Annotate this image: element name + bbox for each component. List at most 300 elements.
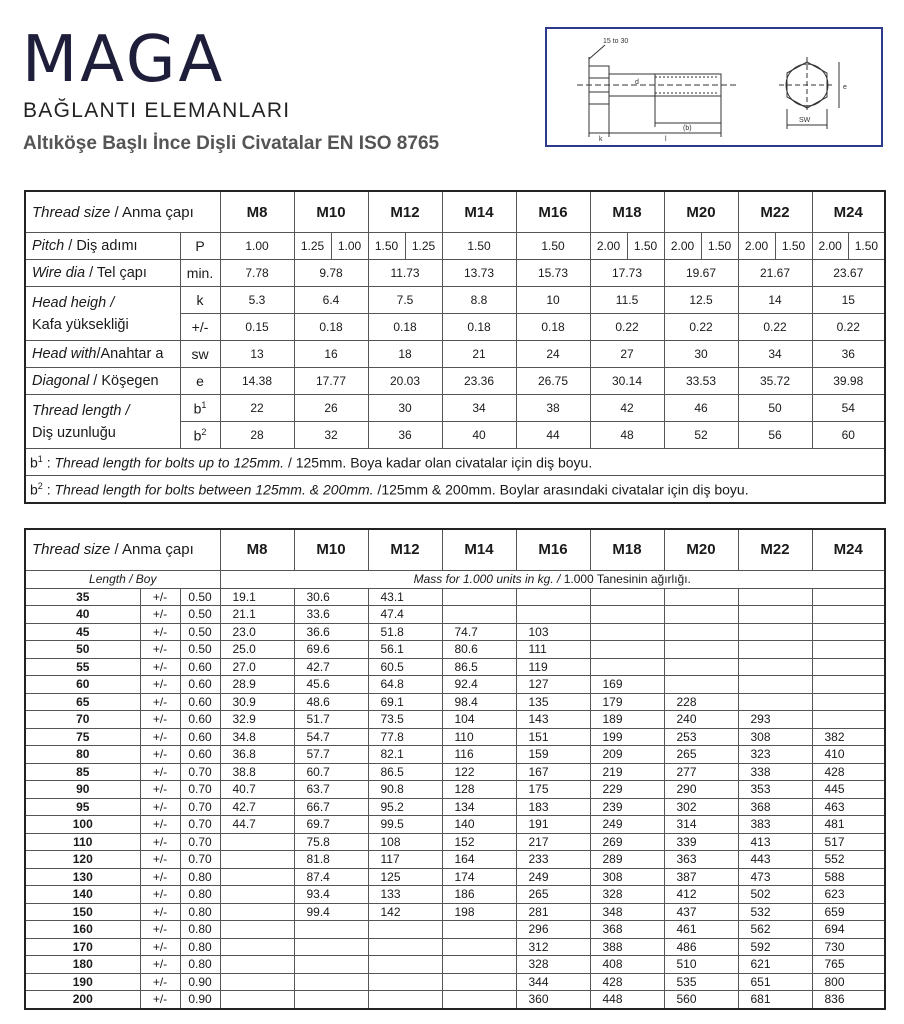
spec-row-sw: [25, 341, 885, 368]
symbol: b: [193, 400, 202, 417]
spec-value: 30: [368, 395, 442, 422]
spec-value: 33.53: [664, 368, 738, 395]
plus-minus: +/-: [140, 816, 180, 834]
spec-value: 39.98: [812, 368, 885, 395]
mass-value: 77.8: [368, 728, 442, 746]
spec-value: 13.73: [442, 260, 516, 287]
mass-value: 228: [664, 693, 738, 711]
table-row: [25, 851, 885, 869]
mass-value: 80.6: [442, 641, 516, 659]
mass-value: [738, 676, 812, 694]
mass-value: 30.6: [294, 588, 368, 606]
length-value: 130: [25, 868, 140, 886]
pitch-value: 2.00: [670, 239, 695, 253]
mass-label-en: Mass for 1.000 units in kg. /: [413, 572, 564, 587]
spec-value: 30: [664, 341, 738, 368]
tolerance-value: 0.50: [180, 606, 220, 624]
table-row: [25, 816, 885, 834]
mass-value: [812, 588, 885, 606]
spec-symbol-pitch: [180, 233, 220, 260]
spec-value: [590, 233, 664, 260]
mass-value: 36.8: [220, 746, 294, 764]
spec-value: 27: [590, 341, 664, 368]
mass-value: 249: [590, 816, 664, 834]
mass-value: 681: [738, 991, 812, 1009]
length-value: 80: [25, 746, 140, 764]
mass-value: 410: [812, 746, 885, 764]
plus-minus: +/-: [140, 956, 180, 974]
tolerance-value: 0.70: [180, 763, 220, 781]
mass-value: [220, 991, 294, 1009]
spec-value: 1.00: [220, 233, 294, 260]
length-value: 60: [25, 676, 140, 694]
mass-value: 339: [664, 833, 738, 851]
mass-value: 328: [590, 886, 664, 904]
spec-value: 50: [738, 395, 812, 422]
plus-minus: +/-: [140, 711, 180, 729]
label-en: Head with: [32, 346, 97, 362]
bolt-technical-drawing: [545, 27, 883, 147]
mass-value: [368, 938, 442, 956]
spec-value: 0.18: [516, 314, 590, 341]
spec-value: 0.18: [368, 314, 442, 341]
mass-value: 128: [442, 781, 516, 799]
mass-value: 209: [590, 746, 664, 764]
mass-value: 40.7: [220, 781, 294, 799]
tolerance-value: 0.90: [180, 973, 220, 991]
spec-label-wire: [25, 260, 180, 287]
length-value: 40: [25, 606, 140, 624]
mass-value: [590, 623, 664, 641]
mass-value: 73.5: [368, 711, 442, 729]
mass-value: 348: [590, 903, 664, 921]
mass-value: [368, 991, 442, 1009]
mass-value: 659: [812, 903, 885, 921]
mass-value: 308: [590, 868, 664, 886]
spec-value: 0.22: [590, 314, 664, 341]
mass-value: 413: [738, 833, 812, 851]
mass-value: 86.5: [442, 658, 516, 676]
symbol: P: [195, 238, 205, 254]
mass-value: 60.7: [294, 763, 368, 781]
mass-value: 69.7: [294, 816, 368, 834]
mass-value: 445: [812, 781, 885, 799]
length-label-tr: Boy: [135, 572, 157, 587]
length-value: 100: [25, 816, 140, 834]
mass-value: [220, 868, 294, 886]
mass-value: 289: [590, 851, 664, 869]
spec-label-e: [25, 368, 180, 395]
mass-value: 45.6: [294, 676, 368, 694]
pitch-value: 1.50: [627, 233, 664, 259]
size-header-M12: M12: [368, 529, 442, 571]
table-row: [25, 746, 885, 764]
spec-value: 30.14: [590, 368, 664, 395]
mass-value: 51.8: [368, 623, 442, 641]
symbol: min.: [186, 265, 214, 281]
note-prefix: :: [42, 481, 55, 498]
mass-value: 95.2: [368, 798, 442, 816]
tolerance-value: 0.70: [180, 816, 220, 834]
spec-value: 23.67: [812, 260, 885, 287]
plus-minus: +/-: [140, 833, 180, 851]
size-header-M8: M8: [220, 191, 294, 233]
d-label: d: [635, 79, 639, 86]
spec-value: 0.18: [442, 314, 516, 341]
mass-value: [664, 641, 738, 659]
spec-symbol-k: [180, 287, 220, 314]
length-value: 200: [25, 991, 140, 1009]
spec-value: 14.38: [220, 368, 294, 395]
mass-value: [220, 956, 294, 974]
mass-value: 387: [664, 868, 738, 886]
mass-value: 34.8: [220, 728, 294, 746]
tolerance-value: 0.50: [180, 641, 220, 659]
spec-value: [368, 233, 442, 260]
mass-value: 32.9: [220, 711, 294, 729]
mass-value: [294, 973, 368, 991]
symbol: e: [196, 373, 204, 389]
mass-label-tr: 1.000 Tanesinin ağırlığı.: [563, 572, 691, 587]
mass-value: [516, 606, 590, 624]
mass-value: 47.4: [368, 606, 442, 624]
spec-row-wire: [25, 260, 885, 287]
label-tr: / Köşegen: [89, 373, 159, 389]
length-value: 190: [25, 973, 140, 991]
spec-value: [664, 233, 738, 260]
k-label: k: [599, 136, 603, 143]
mass-value: [738, 658, 812, 676]
mass-value: 74.7: [442, 623, 516, 641]
table-row: [25, 798, 885, 816]
size-header-M24: M24: [812, 529, 885, 571]
tolerance-value: 0.70: [180, 781, 220, 799]
mass-value: 108: [368, 833, 442, 851]
symbol: b: [193, 427, 202, 444]
length-value: 65: [25, 693, 140, 711]
mass-value: 116: [442, 746, 516, 764]
table-row: [25, 886, 885, 904]
plus-minus: +/-: [140, 763, 180, 781]
size-header-M16: M16: [516, 191, 590, 233]
mass-value: 164: [442, 851, 516, 869]
mass-value: 54.7: [294, 728, 368, 746]
spec-value: 60: [812, 422, 885, 449]
mass-value: 560: [664, 991, 738, 1009]
mass-value: [738, 693, 812, 711]
mass-value: 363: [664, 851, 738, 869]
mass-value: 502: [738, 886, 812, 904]
mass-value: 110: [442, 728, 516, 746]
length-label-en: Length /: [89, 572, 136, 587]
mass-value: 219: [590, 763, 664, 781]
spec-row-b1: [25, 395, 885, 422]
mass-value: 314: [664, 816, 738, 834]
mass-value: 151: [516, 728, 590, 746]
mass-value: [590, 606, 664, 624]
mass-value: [590, 588, 664, 606]
symbol: k: [196, 292, 204, 308]
label-tr: / Tel çapı: [85, 265, 147, 281]
table-row: [25, 711, 885, 729]
spec-table: [24, 190, 886, 504]
pitch-value: 1.50: [374, 239, 399, 253]
mass-value: 57.7: [294, 746, 368, 764]
symbol-sup: 1: [201, 399, 207, 410]
mass-value: [516, 588, 590, 606]
tolerance-value: 0.70: [180, 833, 220, 851]
pitch-value: 1.25: [405, 233, 442, 259]
mass-value: 765: [812, 956, 885, 974]
spec-value: 11.5: [590, 287, 664, 314]
length-value: 120: [25, 851, 140, 869]
spec-value: 10: [516, 287, 590, 314]
mass-value: 269: [590, 833, 664, 851]
spec-value: 48: [590, 422, 664, 449]
tolerance-value: 0.80: [180, 938, 220, 956]
mass-value: 44.7: [220, 816, 294, 834]
length-value: 170: [25, 938, 140, 956]
spec-value: 17.73: [590, 260, 664, 287]
mass-value: [294, 991, 368, 1009]
header-label-en: Thread size: [32, 541, 111, 558]
mass-value: 127: [516, 676, 590, 694]
mass-value: [590, 641, 664, 659]
mass-value: 42.7: [294, 658, 368, 676]
mass-value: 623: [812, 886, 885, 904]
length-value: 90: [25, 781, 140, 799]
spec-symbol-b1: [180, 395, 220, 422]
mass-value: 175: [516, 781, 590, 799]
mass-value: 443: [738, 851, 812, 869]
mass-value: 198: [442, 903, 516, 921]
mass-value: 481: [812, 816, 885, 834]
mass-value: 140: [442, 816, 516, 834]
mass-value: 562: [738, 921, 812, 939]
mass-value: 265: [664, 746, 738, 764]
mass-value: 66.7: [294, 798, 368, 816]
pitch-value: 2.00: [818, 239, 842, 253]
table-row: [25, 991, 885, 1009]
spec-value: 23.36: [442, 368, 516, 395]
tolerance-value: 0.60: [180, 728, 220, 746]
size-header-M22: M22: [738, 529, 812, 571]
spec-value: [294, 233, 368, 260]
mass-value: 125: [368, 868, 442, 886]
spec-value: 52: [664, 422, 738, 449]
mass-value: 42.7: [220, 798, 294, 816]
angle-label: 15 to 30: [603, 38, 629, 45]
mass-value: 169: [590, 676, 664, 694]
spec-value: 0.22: [738, 314, 812, 341]
table-row: [25, 676, 885, 694]
mass-value: 186: [442, 886, 516, 904]
plus-minus: +/-: [140, 903, 180, 921]
symbol: +/-: [191, 319, 209, 335]
table-row: [25, 833, 885, 851]
mass-value: [442, 991, 516, 1009]
l-label: l: [665, 136, 667, 143]
mass-value: 368: [590, 921, 664, 939]
mass-value: 199: [590, 728, 664, 746]
spec-value: 20.03: [368, 368, 442, 395]
note-prefix: :: [42, 454, 55, 471]
mass-value: 51.7: [294, 711, 368, 729]
tolerance-value: 0.80: [180, 886, 220, 904]
document-title: Altıköşe Başlı İnce Dişli Civatalar EN ISO 8765: [23, 133, 440, 154]
mass-value: 87.4: [294, 868, 368, 886]
spec-value: 15.73: [516, 260, 590, 287]
mass-value: 86.5: [368, 763, 442, 781]
mass-value: 800: [812, 973, 885, 991]
table-row: [25, 693, 885, 711]
mass-value: 179: [590, 693, 664, 711]
mass-value: [812, 606, 885, 624]
mass-value: 92.4: [442, 676, 516, 694]
mass-value: 69.6: [294, 641, 368, 659]
mass-value: 473: [738, 868, 812, 886]
mass-value: 308: [738, 728, 812, 746]
mass-value: 290: [664, 781, 738, 799]
brand-subtitle: BAĞLANTI ELEMANLARI: [23, 99, 291, 122]
mass-value: 189: [590, 711, 664, 729]
mass-value: 412: [664, 886, 738, 904]
spec-symbol-b2: [180, 422, 220, 449]
tolerance-value: 0.60: [180, 676, 220, 694]
note-sup: 2: [37, 480, 43, 491]
spec-value: 0.18: [294, 314, 368, 341]
length-label: [25, 571, 220, 589]
pitch-value: 1.50: [848, 233, 884, 259]
spec-value: 32: [294, 422, 368, 449]
spec-value: [812, 233, 885, 260]
mass-value: 510: [664, 956, 738, 974]
spec-value: [738, 233, 812, 260]
spec-value: 24: [516, 341, 590, 368]
tolerance-value: 0.70: [180, 798, 220, 816]
spec-value: 0.22: [664, 314, 738, 341]
mass-value: 135: [516, 693, 590, 711]
mass-value: 296: [516, 921, 590, 939]
spec-value: 7.78: [220, 260, 294, 287]
spec-label-pitch: [25, 233, 180, 260]
mass-value: 408: [590, 956, 664, 974]
spec-header-label: [25, 191, 220, 233]
length-value: 45: [25, 623, 140, 641]
mass-value: 143: [516, 711, 590, 729]
spec-value: 9.78: [294, 260, 368, 287]
table-row: [25, 588, 885, 606]
spec-value: 34: [442, 395, 516, 422]
mass-value: 217: [516, 833, 590, 851]
mass-value: 428: [812, 763, 885, 781]
table-row: [25, 868, 885, 886]
mass-value: [368, 973, 442, 991]
mass-value: 249: [516, 868, 590, 886]
header-label-en: Thread size: [32, 203, 111, 221]
size-header-M10: M10: [294, 191, 368, 233]
note-sup: 1: [37, 453, 43, 464]
pitch-value: 2.00: [596, 239, 621, 253]
spec-value: 42: [590, 395, 664, 422]
plus-minus: +/-: [140, 606, 180, 624]
header-label-tr: / Anma çapı: [110, 541, 194, 558]
spec-label-sw: [25, 341, 180, 368]
table-row: [25, 956, 885, 974]
spec-note: [25, 449, 885, 476]
plus-minus: +/-: [140, 868, 180, 886]
table-row: [25, 781, 885, 799]
mass-value: [590, 658, 664, 676]
mass-value: 111: [516, 641, 590, 659]
length-value: 110: [25, 833, 140, 851]
note-en: Thread length for bolts between 125mm. & 200mm.: [54, 481, 374, 498]
mass-value: 133: [368, 886, 442, 904]
mass-value: [812, 693, 885, 711]
table-row: [25, 641, 885, 659]
mass-value: [220, 851, 294, 869]
mass-value: 98.4: [442, 693, 516, 711]
mass-value: 117: [368, 851, 442, 869]
size-header-M18: M18: [590, 191, 664, 233]
mass-value: [442, 606, 516, 624]
spec-value: 5.3: [220, 287, 294, 314]
size-header-M14: M14: [442, 529, 516, 571]
mass-value: [664, 658, 738, 676]
spec-value: 38: [516, 395, 590, 422]
pitch-value: 1.50: [701, 233, 738, 259]
length-value: 85: [25, 763, 140, 781]
note-tr: /125mm & 200mm. Boylar arasındaki civatalar için diş boyu.: [373, 481, 749, 498]
mass-value: [220, 833, 294, 851]
note-tr: / 125mm. Boya kadar olan civatalar için diş boyu.: [284, 454, 593, 471]
size-header-M20: M20: [664, 191, 738, 233]
symbol: sw: [191, 346, 209, 362]
mass-value: [220, 903, 294, 921]
plus-minus: +/-: [140, 781, 180, 799]
spec-value: 28: [220, 422, 294, 449]
length-value: 55: [25, 658, 140, 676]
tolerance-value: 0.70: [180, 851, 220, 869]
spec-value: 36: [368, 422, 442, 449]
spec-symbol-e: [180, 368, 220, 395]
length-value: 75: [25, 728, 140, 746]
tolerance-value: 0.50: [180, 588, 220, 606]
mass-label: [220, 571, 885, 589]
mass-value: 25.0: [220, 641, 294, 659]
label-tr: /Anahtar a: [96, 346, 164, 362]
mass-value: 302: [664, 798, 738, 816]
spec-value: 36: [812, 341, 885, 368]
pitch-value: 1.50: [775, 233, 812, 259]
mass-value: 344: [516, 973, 590, 991]
mass-value: [442, 588, 516, 606]
table-row: [25, 921, 885, 939]
symbol-sup: 2: [201, 426, 207, 437]
mass-value: 312: [516, 938, 590, 956]
mass-value: [220, 938, 294, 956]
mass-value: 265: [516, 886, 590, 904]
mass-value: 28.9: [220, 676, 294, 694]
mass-value: 552: [812, 851, 885, 869]
mass-value: 23.0: [220, 623, 294, 641]
tolerance-value: 0.80: [180, 921, 220, 939]
mass-value: 60.5: [368, 658, 442, 676]
e-label: e: [843, 84, 847, 91]
mass-value: 90.8: [368, 781, 442, 799]
mass-value: 27.0: [220, 658, 294, 676]
note-en: Thread length for bolts up to 125mm.: [54, 454, 285, 471]
